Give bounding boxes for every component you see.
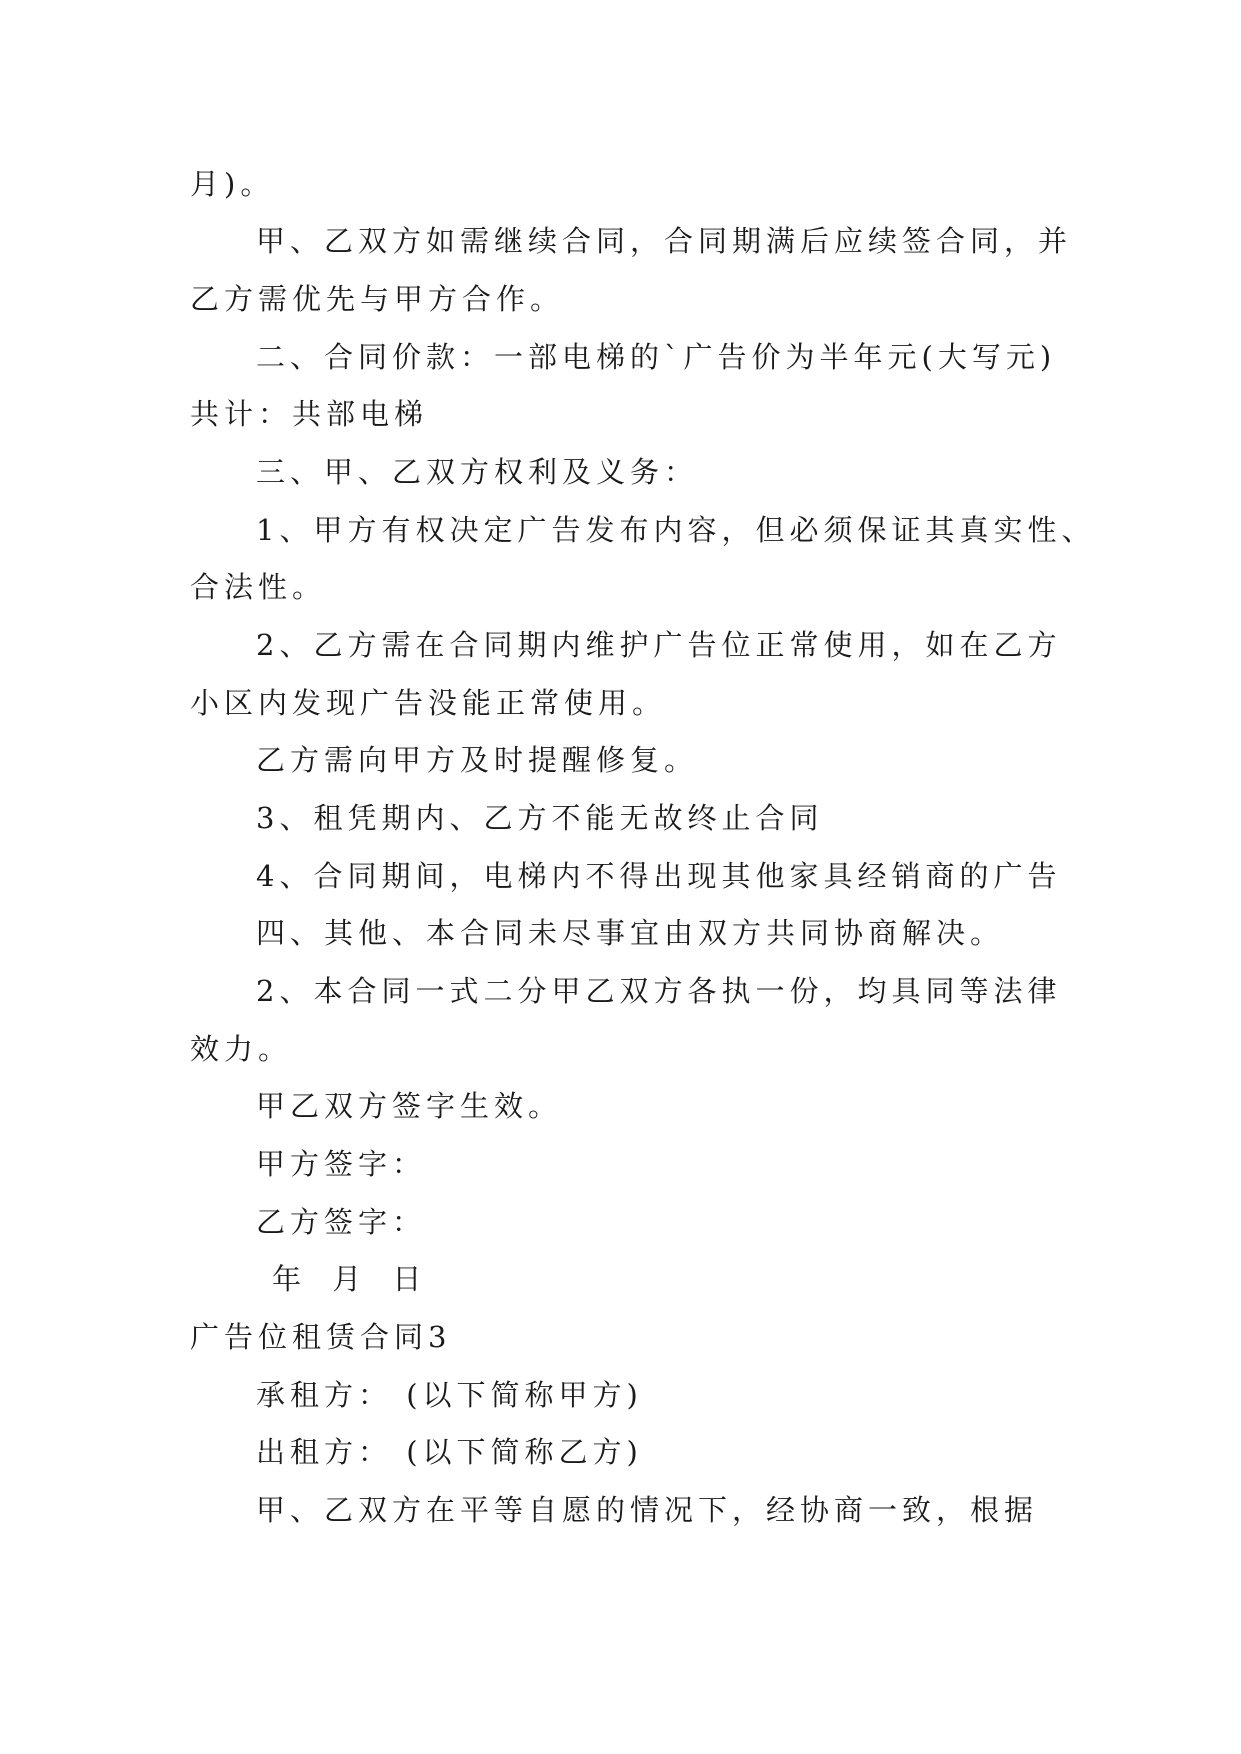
signature-label-party-b: 乙方签字： xyxy=(256,1205,427,1239)
text-line: 月)。 xyxy=(190,167,275,201)
text-line: 共计：共部电梯 xyxy=(190,397,429,431)
signature-label-party-a: 甲方签字： xyxy=(256,1147,427,1181)
text-line: 2、乙方需在合同期内维护广告位正常使用，如在乙方 xyxy=(256,628,1062,662)
text-line: 二、合同价款：一部电梯的`广告价为半年元(大写元) xyxy=(256,340,1057,374)
text-line: 3、租凭期内、乙方不能无故终止合同 xyxy=(256,801,824,835)
text-line: 2、本合同一式二分甲乙双方各执一份，均具同等法律 xyxy=(256,974,1062,1008)
text-line: 合法性。 xyxy=(190,570,327,604)
text-line: 乙方需向甲方及时提醒修复。 xyxy=(256,743,699,777)
section-heading: 广告位租赁合同3 xyxy=(190,1320,452,1354)
text-line: 甲、乙双方如需继续合同，合同期满后应续签合同，并 xyxy=(256,224,1073,258)
date-line: 年 月 日 xyxy=(272,1262,427,1296)
text-line: 甲、乙双方在平等自愿的情况下，经协商一致，根据 xyxy=(256,1493,1039,1527)
text-line: 乙方需优先与甲方合作。 xyxy=(190,282,565,316)
text-line: 4、合同期间，电梯内不得出现其他家具经销商的广告 xyxy=(256,859,1062,893)
text-line: 四、其他、本合同未尽事宜由双方共同协商解决。 xyxy=(256,916,1005,950)
text-line: 甲乙双方签字生效。 xyxy=(256,1089,563,1123)
text-line: 承租方： (以下简称甲方) xyxy=(256,1378,643,1412)
text-line: 小区内发现广告没能正常使用。 xyxy=(190,686,667,720)
text-line: 出租方： (以下简称乙方) xyxy=(256,1435,643,1469)
text-line: 三、甲、乙双方权利及义务： xyxy=(256,455,699,489)
text-line: 1、甲方有权决定广告发布内容，但必须保证其真实性、 xyxy=(256,513,1096,547)
text-line: 效力。 xyxy=(190,1032,293,1066)
